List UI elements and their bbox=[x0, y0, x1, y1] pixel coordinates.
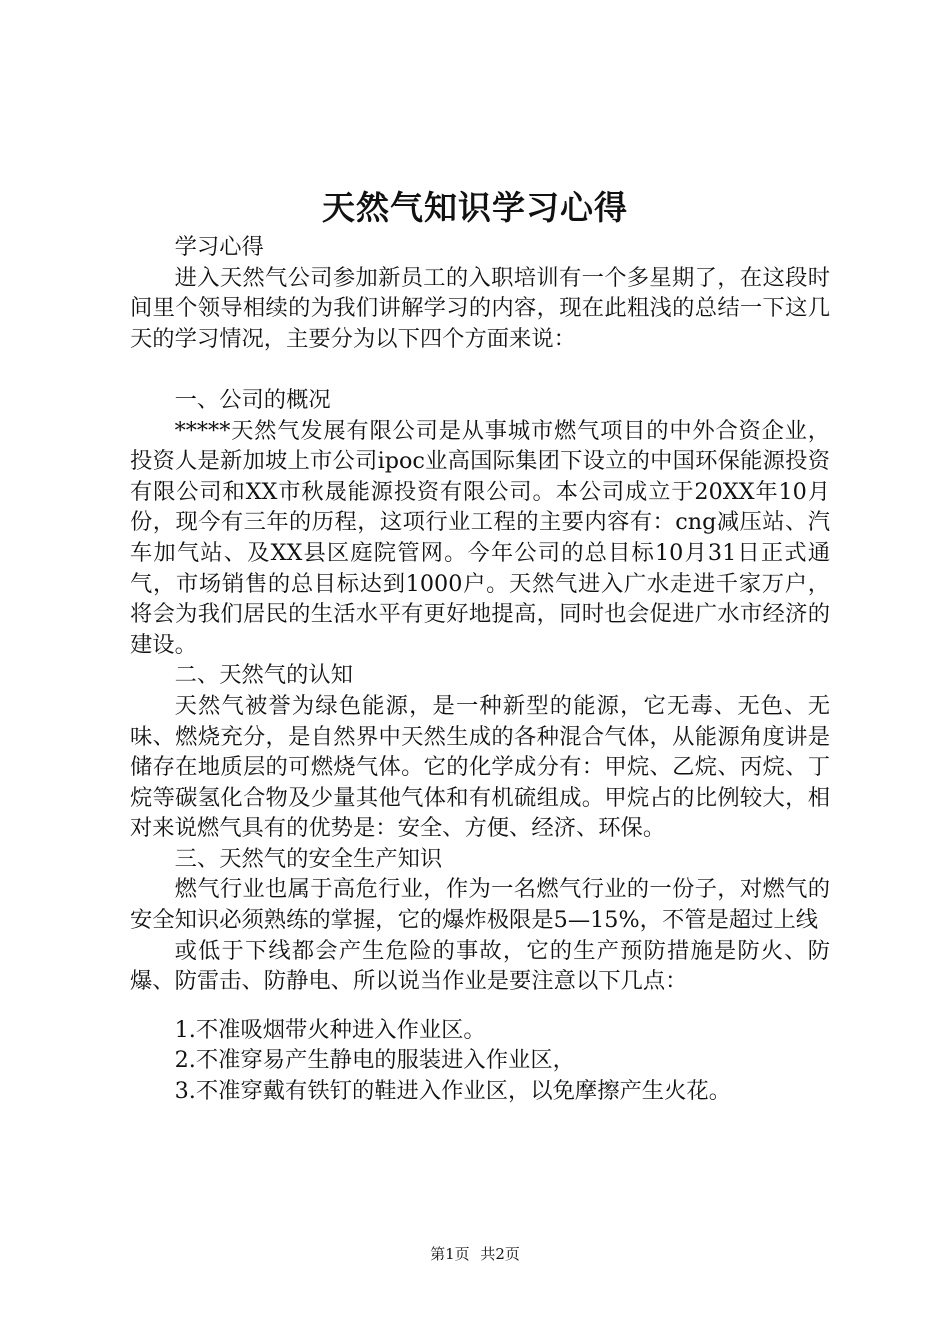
document-body bbox=[130, 232, 830, 1107]
intro-paragraph: 进入天然气公司参加新员工的入职培训有一个多星期了，在这段时间里个领导相续的为我们讲解学习的内容，现在此粗浅的总结一下这几天的学习情况，主要分为以下四个方面来说： bbox=[130, 264, 830, 352]
document-title: 天然气知识学习心得 bbox=[322, 188, 628, 227]
section-label: 学习心得 bbox=[174, 234, 264, 260]
heading-safety-knowledge: 三、天然气的安全生产知识 bbox=[174, 845, 443, 872]
heading-company-overview: 一、公司的概况 bbox=[174, 386, 331, 413]
page-number: 第1页 bbox=[430, 1245, 470, 1263]
safety-paragraph-1: 燃气行业也属于高危行业，作为一名燃气行业的一份子，对燃气的安全知识必须熟练的掌握，它的爆炸极限是5—15%，不管是超过上线 bbox=[130, 876, 830, 934]
safety-paragraph-2: 或低于下线都会产生危险的事故，它的生产预防措施是防火、防爆、防雷击、防静电、所以说当作业是要注意以下几点： bbox=[130, 937, 830, 995]
heading-gas-knowledge: 二、天然气的认知 bbox=[174, 662, 353, 689]
paragraph-gap bbox=[130, 997, 830, 1015]
page-total: 共2页 bbox=[480, 1245, 520, 1263]
page-footer bbox=[0, 1244, 950, 1264]
paragraph-gap bbox=[130, 354, 830, 385]
rule-item-1: 1.不准吸烟带火种进入作业区。 bbox=[174, 1016, 486, 1043]
company-overview-paragraph: *****天然气发展有限公司是从事城市燃气项目的中外合资企业，投资人是新加坡上市公司ipoc业高国际集团下设立的中国环保能源投资有限公司和XX市秋晟能源投资有限公司。本公司成立于20XX年10月份，现今有三年的历程，这项行业工程的主要内容有：cng减压站、汽车加气站、及XX县区庭院管网。今年公司的总目标10月31日正式通气，市场销售的总目标达到1000户。天然气进入广水走进千家万户，将会为我们居民的生活水平有更好地提高，同时也会促进广水市经济的建设。 bbox=[130, 417, 830, 658]
rule-item-2: 2.不准穿易产生静电的服装进入作业区， bbox=[174, 1047, 575, 1074]
rule-item-3: 3.不准穿戴有铁钉的鞋进入作业区，以免摩擦产生火花。 bbox=[174, 1078, 731, 1105]
gas-knowledge-paragraph: 天然气被誉为绿色能源，是一种新型的能源，它无毒、无色、无味、燃烧充分，是自然界中天然生成的各种混合气体，从能源角度讲是储存在地质层的可燃烧气体。它的化学成分有：甲烷、乙烷、丙烷、丁烷等碳氢化合物及少量其他气体和有机硫组成。甲烷占的比例较大，相对来说燃气具有的优势是：安全、方便、经济、环保。 bbox=[130, 692, 830, 842]
